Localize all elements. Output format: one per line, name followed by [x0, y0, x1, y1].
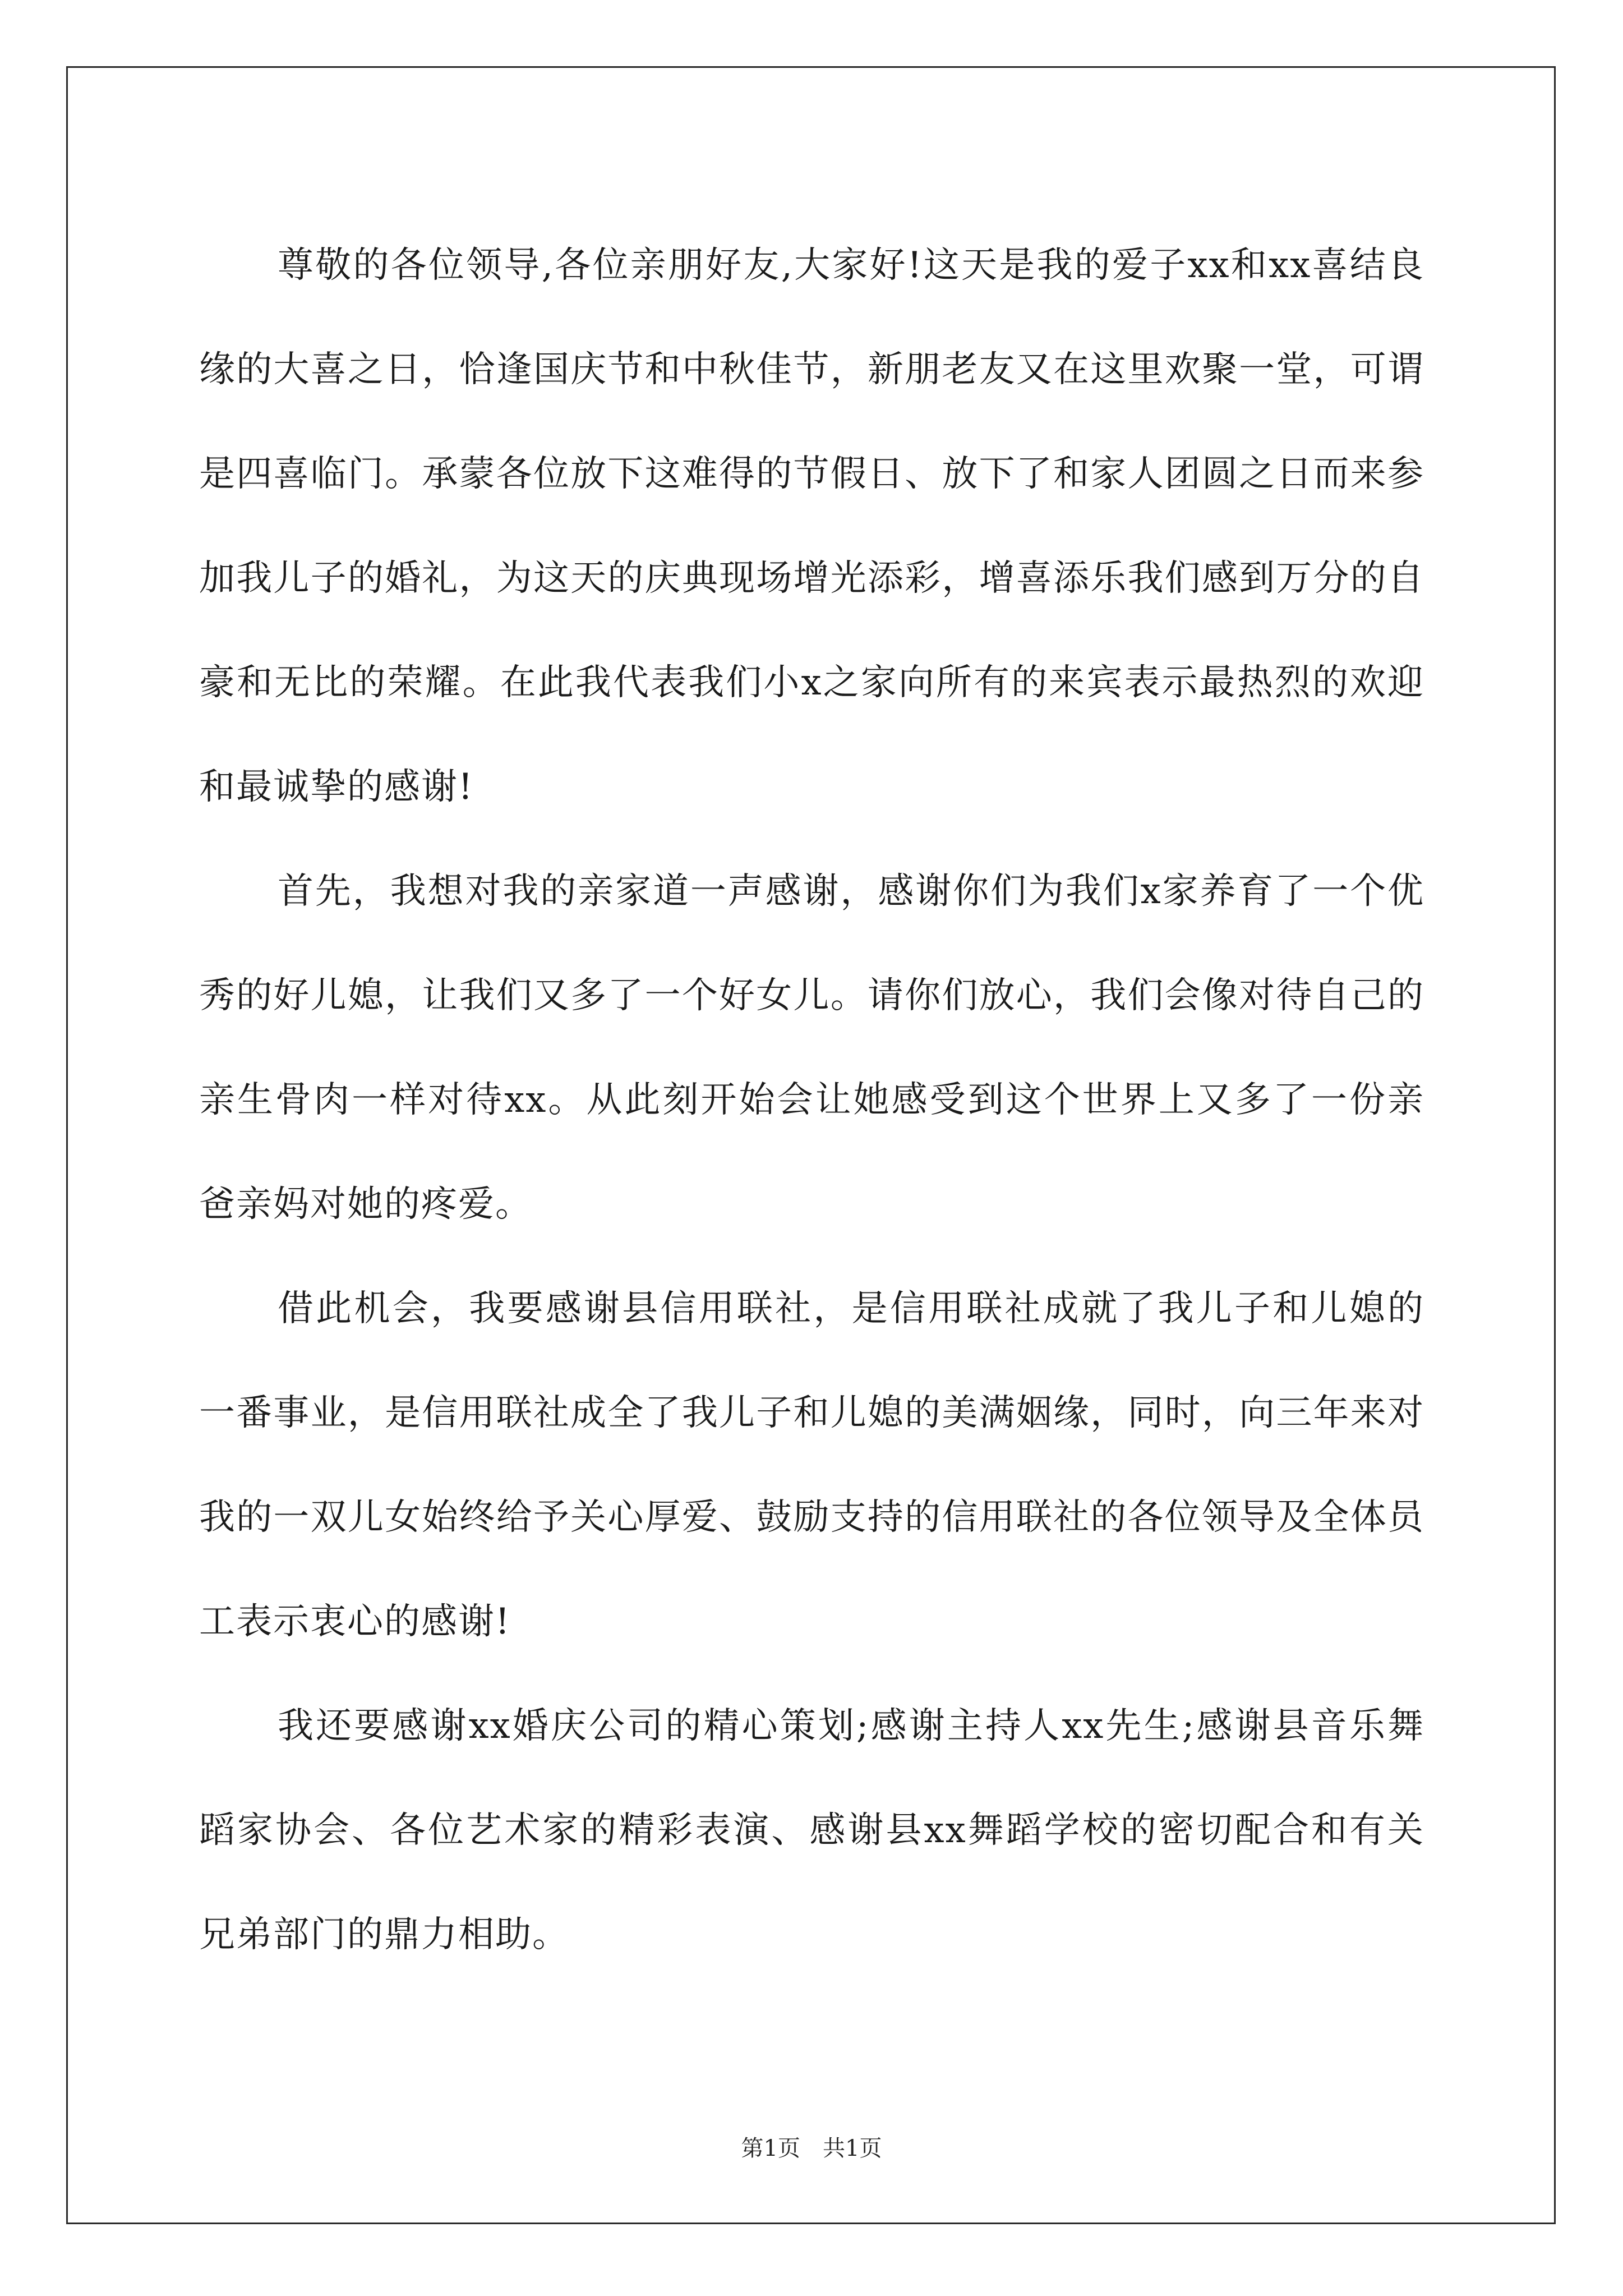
- paragraph-thanks-in-laws: 首先，我想对我的亲家道一声感谢，感谢你们为我们x家养育了一个优秀的好儿媳，让我们又多了一个好女儿。请你们放心，我们会像对待自己的亲生骨肉一样对待xx。从此刻开始会让她感受到这个世界上又多了一份亲爸亲妈对她的疼爱。: [199, 871, 1424, 1225]
- page-number: 第1页: [741, 2136, 800, 2161]
- page-footer: [0, 2132, 1623, 2165]
- paragraph-thanks-organizers: 我还要感谢xx婚庆公司的精心策划;感谢主持人xx先生;感谢县音乐舞蹈家协会、各位艺术家的精彩表演、感谢县xx舞蹈学校的密切配合和有关兄弟部门的鼎力相助。: [199, 1705, 1424, 1955]
- paragraph-greeting: 尊敬的各位领导,各位亲朋好友,大家好!这天是我的爱子xx和xx喜结良缘的大喜之日，恰逢国庆节和中秋佳节，新朋老友又在这里欢聚一堂，可谓是四喜临门。承蒙各位放下这难得的节假日、放下了和家人团圆之日而来参加我儿子的婚礼，为这天的庆典现场增光添彩，增喜添乐我们感到万分的自豪和无比的荣耀。在此我代表我们小x之家向所有的来宾表示最热烈的欢迎和最诚挚的感谢!: [199, 245, 1424, 808]
- document-body: [199, 213, 1424, 1987]
- paragraph-thanks-credit-union: 借此机会，我要感谢县信用联社，是信用联社成就了我儿子和儿媳的一番事业，是信用联社成全了我儿子和儿媳的美满姻缘，同时，向三年来对我的一双儿女始终给予关心厚爱、鼓励支持的信用联社的各位领导及全体员工表示衷心的感谢!: [199, 1288, 1424, 1642]
- page-total: 共1页: [823, 2136, 882, 2161]
